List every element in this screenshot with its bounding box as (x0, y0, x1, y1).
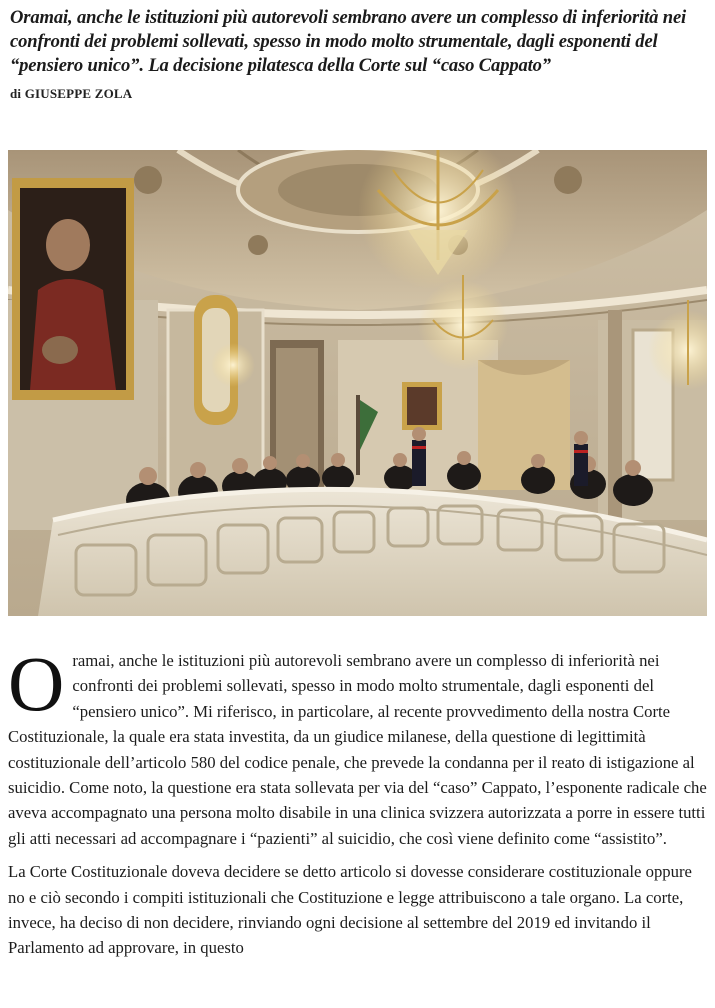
article-body (8, 640, 708, 961)
paragraph-1-text: ramai, anche le istituzioni più autorevoli sembrano avere un complesso di inferiorità nei confronti dei problemi sollevati, spesso in modo molto strumentale, dagli esponenti del “pensiero unico”. Mi riferisco, in particolare, al recente provvedimento della nostra Corte Costituzionale, la quale era stata investita, da un giudice milanese, della questione di legittimità costituzionale dell’articolo 580 del codice penale, che prevede la condanna per il reato di istigazione al suicidio. Come noto, la questione era stata sollevata per via del “caso” Cappato, l’esponente radicale che aveva accompagnato una persona molto disabile in una clinica svizzera autorizzata a porre in essere tutti gli atti necessari ad accompagnare i “pazienti” al suicidio, che così viene definito come “assistito”. (8, 651, 707, 848)
article-photo (8, 150, 707, 616)
article-subtitle: Oramai, anche le istituzioni più autorevoli sembrano avere un complesso di inferiorità nei confronti dei problemi sollevati, spesso in modo molto strumentale, dagli esponenti del “pensiero unico”. La decisione pilatesca della Corte sul “caso Cappato” (10, 7, 687, 76)
court-hall-illustration (8, 150, 707, 616)
article-paragraph-1 (8, 640, 708, 851)
article-paragraph-2: La Corte Costituzionale doveva decidere se detto articolo si dovesse considerare costituzionale oppure no e ciò secondo i compiti istituzionali che Costituzione e legge attribuiscono a tale organo. La corte, invece, ha deciso di non decidere, rinviando ogni decisione al settembre del 2019 ed invitando il Parlamento ad approvare, in questo (8, 862, 692, 958)
article-byline: di GIUSEPPE ZOLA (10, 86, 133, 101)
drop-cap: O (8, 640, 65, 727)
article-header (10, 6, 710, 102)
